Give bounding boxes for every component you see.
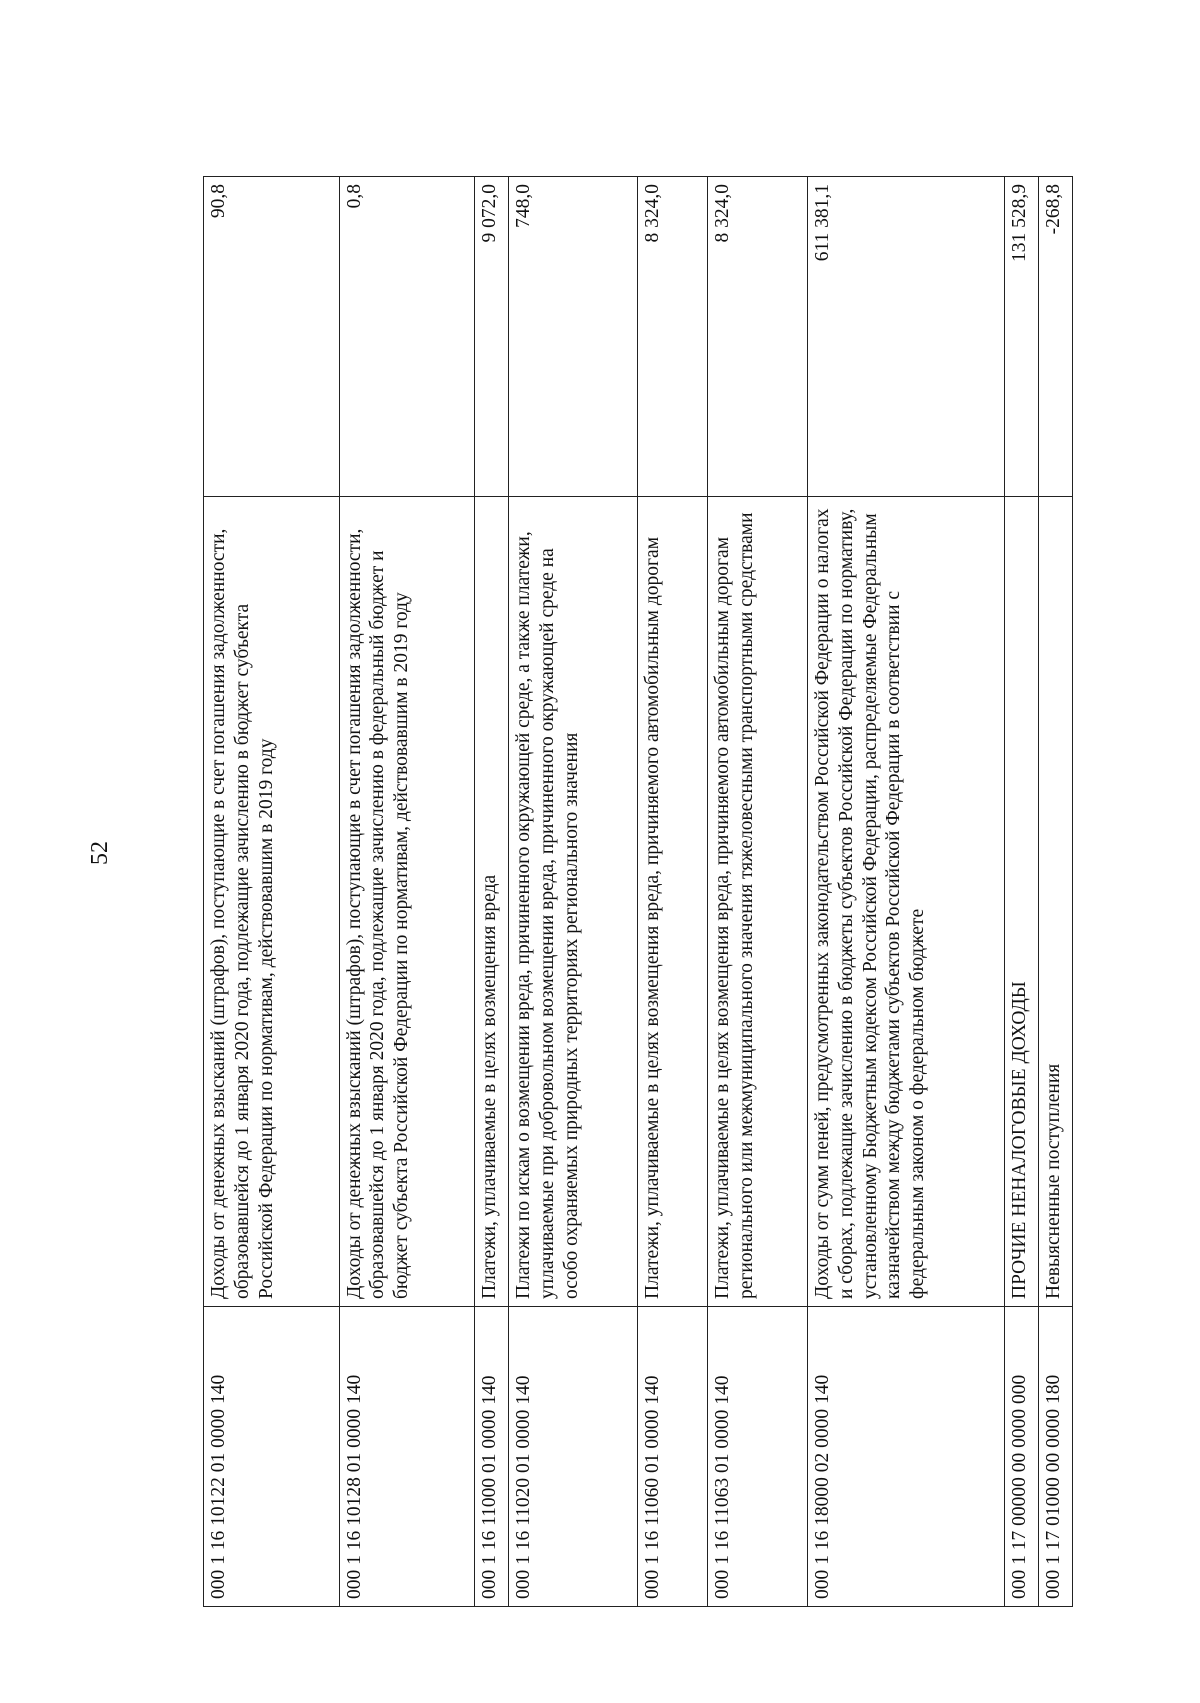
row-name: Доходы от сумм пеней, предусмотренных законодательством Российской Федерации о налогах и сборах, подлежащие зачислению в бюджеты субъектов Российской Федерации по нормативу, установленному Бюджетным кодексом Российской Федерации, распределяемые Федеральным казначейством между бюджетами субъектов Российской Федерации в соответствии с федеральным законом о федеральном бюджете	[807, 497, 1004, 1307]
row-name: Платежи, уплачиваемые в целях возмещения вреда	[474, 497, 508, 1307]
row-value: -268,8	[1038, 177, 1072, 497]
table-row	[339, 177, 475, 1607]
page-number: 52	[87, 841, 113, 865]
table-row	[508, 177, 637, 1607]
row-value: 8 324,0	[637, 177, 707, 497]
table-row	[203, 177, 339, 1607]
row-code: 000 1 16 11063 01 0000 140	[707, 1307, 807, 1607]
row-value: 90,8	[203, 177, 339, 497]
row-name: Доходы от денежных взысканий (штрафов), поступающие в счет погашения задолженности, образовавшейся до 1 января 2020 года, подлежащие зачислению в бюджет субъекта Российской Федерации по нормативам, действовавшим в 2019 году	[203, 497, 339, 1307]
row-name: Невыясненные поступления	[1038, 497, 1072, 1307]
table-row	[637, 177, 707, 1607]
row-name: Платежи по искам о возмещении вреда, причиненного окружающей среде, а также платежи, уплачиваемые при добровольном возмещении вреда, причиненного окружающей среде на особо охраняемых природных территориях регионального значения	[508, 497, 637, 1307]
row-value: 0,8	[339, 177, 475, 497]
row-code: 000 1 16 11000 01 0000 140	[474, 1307, 508, 1607]
table-row	[807, 177, 1004, 1607]
row-name: ПРОЧИЕ НЕНАЛОГОВЫЕ ДОХОДЫ	[1004, 497, 1038, 1307]
row-value: 9 072,0	[474, 177, 508, 497]
row-name: Платежи, уплачиваемые в целях возмещения вреда, причиняемого автомобильным дорогам регионального или межмуниципального значения тяжеловесными транспортными средствами	[707, 497, 807, 1307]
table-row	[1004, 177, 1038, 1607]
row-value: 611 381,1	[807, 177, 1004, 497]
row-code: 000 1 16 10128 01 0000 140	[339, 1307, 475, 1607]
row-code: 000 1 16 11060 01 0000 140	[637, 1307, 707, 1607]
row-code: 000 1 16 11020 01 0000 140	[508, 1307, 637, 1607]
table-row	[707, 177, 807, 1607]
row-code: 000 1 16 10122 01 0000 140	[203, 1307, 339, 1607]
row-code: 000 1 17 01000 00 0000 180	[1038, 1307, 1072, 1607]
row-name: Доходы от денежных взысканий (штрафов), поступающие в счет погашения задолженности, образовавшейся до 1 января 2020 года, подлежащие зачислению в федеральный бюджет и бюджет субъекта Российской Федерации по нормативам, действовавшим в 2019 году	[339, 497, 475, 1307]
table-row	[1038, 177, 1072, 1607]
row-value: 131 528,9	[1004, 177, 1038, 497]
row-code: 000 1 17 00000 00 0000 000	[1004, 1307, 1038, 1607]
row-code: 000 1 16 18000 02 0000 140	[807, 1307, 1004, 1607]
budget-table-sheet	[203, 177, 1073, 1607]
row-value: 8 324,0	[707, 177, 807, 497]
row-value: 748,0	[508, 177, 637, 497]
budget-table	[203, 176, 1073, 1607]
row-name: Платежи, уплачиваемые в целях возмещения вреда, причиняемого автомобильным дорогам	[637, 497, 707, 1307]
table-row	[474, 177, 508, 1607]
